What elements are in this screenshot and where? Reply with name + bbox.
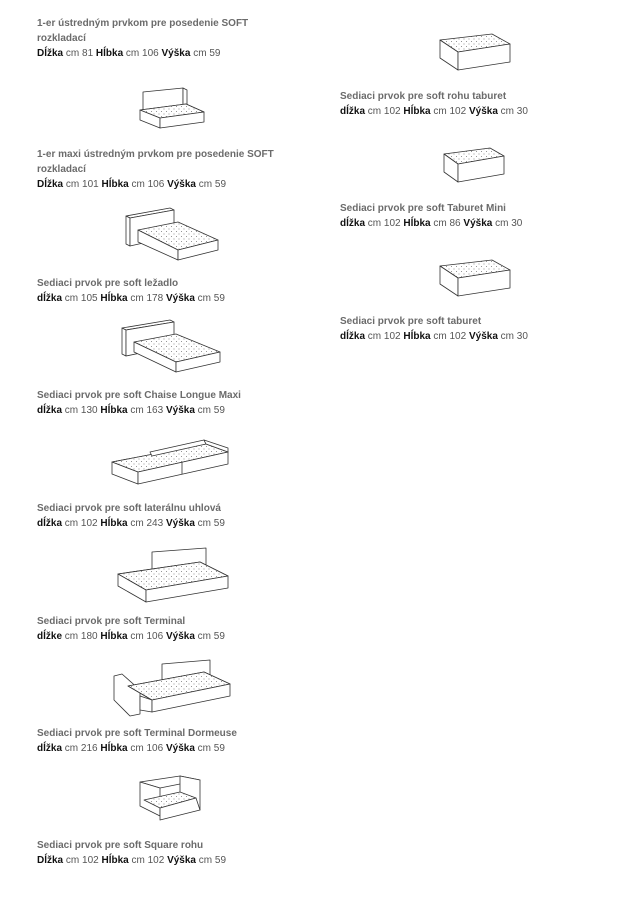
chaise-longue-icon <box>122 320 220 372</box>
product-title: Sediaci prvok pre soft Terminal Dormeuse <box>37 728 237 739</box>
product-1er-soft <box>37 16 287 61</box>
product-title: Sediaci prvok pre soft Square rohu <box>37 840 204 851</box>
product-dimensions: dĺžka cm 105 Hĺbka cm 178 Výška cm 59 <box>37 293 225 304</box>
product-dimensions: dĺžka cm 216 Hĺbka cm 106 Výška cm 59 <box>37 743 225 754</box>
product-title: Sediaci prvok pre soft laterálnu uhlová <box>37 503 221 514</box>
product-terminal-dormeuse <box>37 726 327 756</box>
product-pouf-mini <box>340 201 600 231</box>
product-title: Sediaci prvok pre soft taburet <box>340 316 482 327</box>
product-pouf <box>340 314 600 344</box>
terminal-module-icon <box>114 660 230 716</box>
product-dimensions: Dĺžka cm 81 Hĺbka cm 106 Výška cm 59 <box>37 48 221 59</box>
sofa-module-1er-icon <box>140 88 204 128</box>
product-1er-maxi-soft <box>37 147 307 192</box>
product-title: Sediaci prvok pre soft Taburet Mini <box>340 203 506 214</box>
chaise-longue-maxi-icon <box>112 440 228 484</box>
sofa-module-1er-maxi-icon <box>126 208 218 260</box>
pouf-icon <box>440 260 510 296</box>
product-corner-pouf <box>340 89 600 119</box>
product-square-corner <box>37 838 327 868</box>
product-terminal <box>37 614 327 644</box>
product-title: Sediaci prvok pre soft rohu taburet <box>340 91 507 102</box>
product-title: Sediaci prvok pre soft Terminal <box>37 616 186 627</box>
product-title: Sediaci prvok pre soft ležadlo <box>37 278 179 289</box>
corner-pouf-icon <box>440 34 510 70</box>
product-dimensions: dĺžka cm 102 Hĺbka cm 243 Výška cm 59 <box>37 518 225 529</box>
product-chaise-longue-maxi <box>37 388 327 418</box>
product-dimensions: dĺžke cm 180 Hĺbka cm 106 Výška cm 59 <box>37 631 225 642</box>
product-lateral-corner <box>37 501 327 531</box>
product-dimensions: dĺžka cm 102 Hĺbka cm 102 Výška cm 30 <box>340 331 528 342</box>
product-dimensions: dĺžka cm 130 Hĺbka cm 163 Výška cm 59 <box>37 405 225 416</box>
product-dimensions: Dĺžka cm 101 Hĺbka cm 106 Výška cm 59 <box>37 179 227 190</box>
product-dimensions: dĺžka cm 102 Hĺbka cm 102 Výška cm 30 <box>340 106 528 117</box>
pouf-mini-icon <box>444 148 504 182</box>
product-lezadlo <box>37 276 327 306</box>
product-title: Sediaci prvok pre soft Chaise Longue Maxi <box>37 390 241 401</box>
terminal-dormeuse-icon <box>140 776 200 820</box>
product-title: 1-er ústredným prvkom pre posedenie SOFT rozkladací <box>37 18 249 44</box>
product-dimensions: dĺžka cm 102 Hĺbka cm 86 Výška cm 30 <box>340 218 523 229</box>
product-title: 1-er maxi ústredným prvkom pre posedenie SOFT rozkladací <box>37 149 274 175</box>
lateral-corner-module-icon <box>118 548 228 602</box>
product-dimensions: Dĺžka cm 102 Hĺbka cm 102 Výška cm 59 <box>37 855 227 866</box>
